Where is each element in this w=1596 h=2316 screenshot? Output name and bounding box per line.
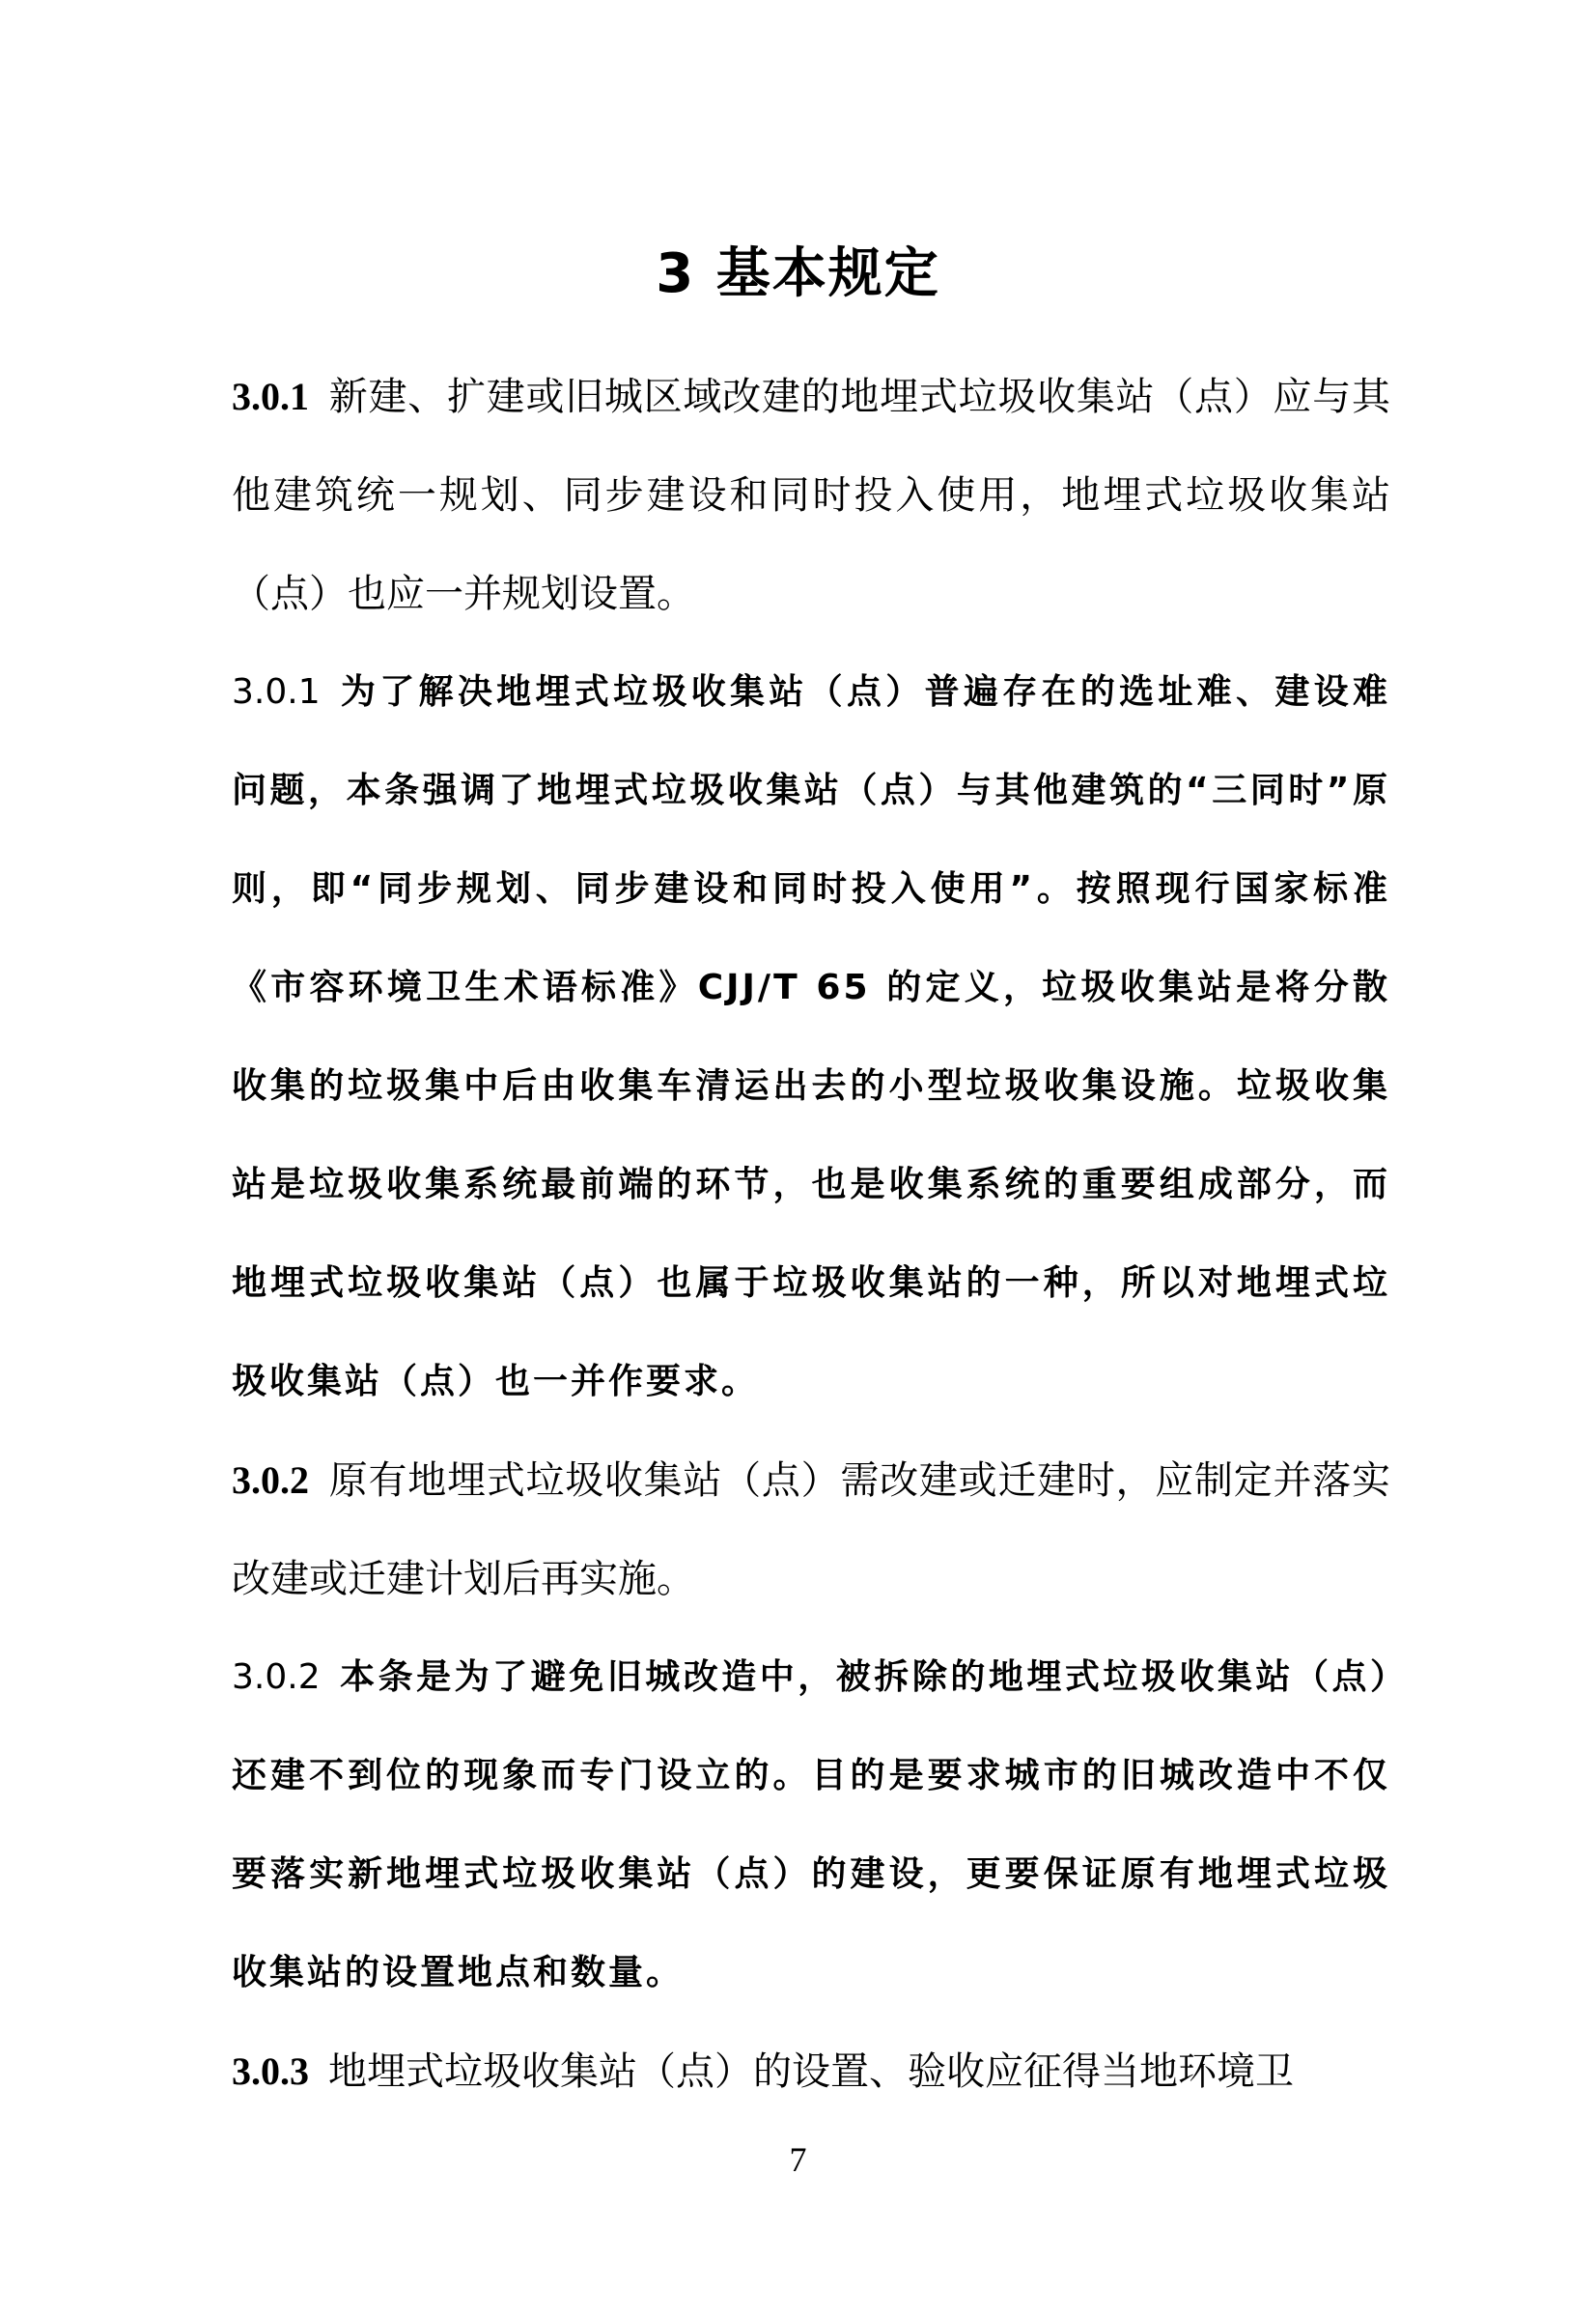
clause-3-0-1 — [232, 348, 1390, 643]
clause-text: 地埋式垃圾收集站（点）的设置、验收应征得当地环境卫 — [328, 2049, 1294, 2094]
commentary-text: 本条是为了避免旧城改造中，被拆除的地埋式垃圾收集站（点）还建不到位的现象而专门设立的。目的是要求城市的旧城改造中不仅要落实新地埋式垃圾收集站（点）的建设，更要保证原有地埋式垃圾收集站的设置地点和数量。 — [232, 1657, 1390, 1992]
clause-number: 3.0.3 — [232, 2049, 309, 2093]
clause-3-0-3 — [232, 2022, 1390, 2121]
clause-3-0-2 — [232, 1431, 1390, 1628]
clause-text: 新建、扩建或旧城区域改建的地埋式垃圾收集站（点）应与其他建筑统一规划、同步建设和同时投入使用，地埋式垃圾收集站（点）也应一并规划设置。 — [232, 375, 1390, 616]
commentary-3-0-1 — [232, 643, 1390, 1431]
chapter-title: 3 基本规定 — [656, 242, 940, 305]
commentary-number: 3.0.2 — [232, 1657, 321, 1697]
page-number: 7 — [789, 2140, 807, 2179]
clause-text: 原有地埋式垃圾收集站（点）需改建或迁建时，应制定并落实改建或迁建计划后再实施。 — [232, 1458, 1390, 1601]
clause-number: 3.0.1 — [232, 375, 309, 418]
commentary-3-0-2 — [232, 1628, 1390, 2022]
commentary-number: 3.0.1 — [232, 672, 321, 712]
clause-number: 3.0.2 — [232, 1458, 309, 1502]
commentary-text: 为了解决地埋式垃圾收集站（点）普遍存在的选址难、建设难问题，本条强调了地埋式垃圾收集站（点）与其他建筑的“三同时”原则，即“同步规划、同步建设和同时投入使用”。按照现行国家标准《市容环境卫生术语标准》CJJ/T 65 的定义，垃圾收集站是将分散收集的垃圾集中后由收集车清运出去的小型垃圾收集设施。垃圾收集站是垃圾收集系统最前端的环节，也是收集系统的重要组成部分，而地埋式垃圾收集站（点）也属于垃圾收集站的一种，所以对地埋式垃圾收集站（点）也一并作要求。 — [232, 672, 1390, 1401]
